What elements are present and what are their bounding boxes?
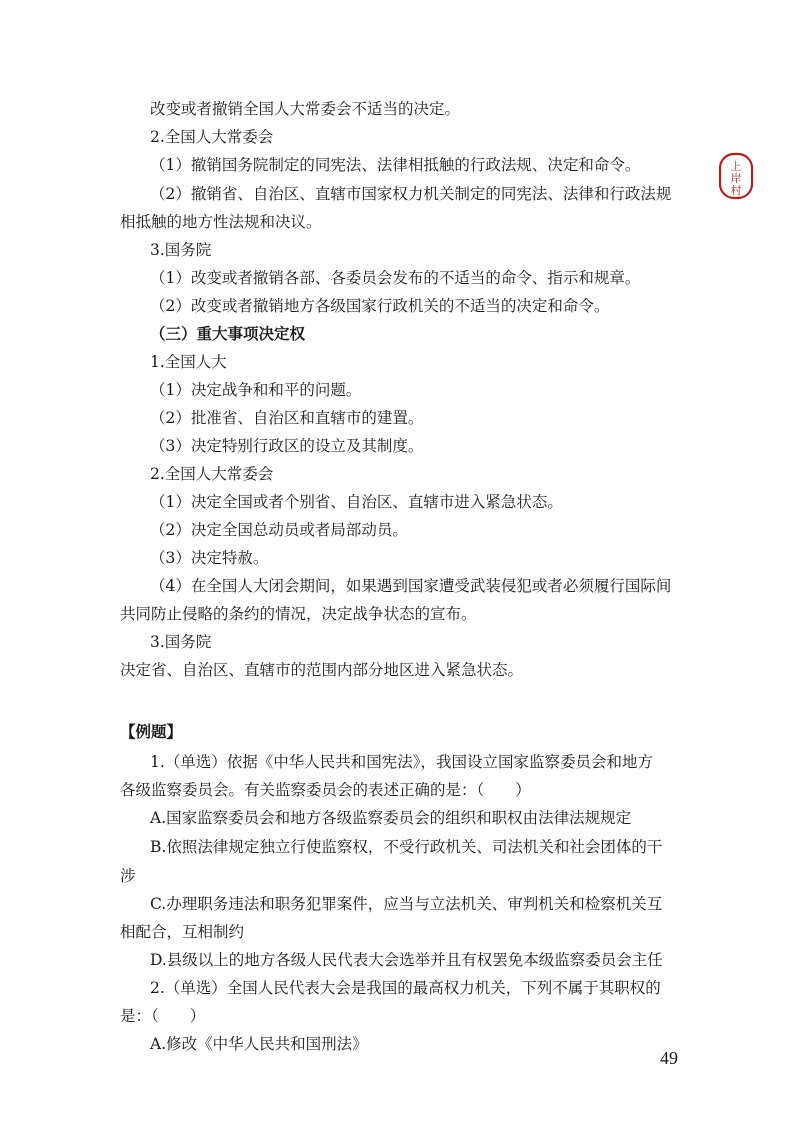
question-text: 是：（ ） <box>120 1007 206 1025</box>
stamp-seal <box>718 152 754 200</box>
body-line: 改变或者撤销全国人大常委会不适当的决定。 <box>150 100 461 118</box>
answer-option: 相配合，互相制约 <box>120 923 245 941</box>
body-line: 决定省、自治区、直辖市的范围内部分地区进入紧急状态。 <box>120 661 524 679</box>
body-line: 共同防止侵略的条约的情况，决定战争状态的宣布。 <box>120 605 477 623</box>
stamp-seal-icon <box>718 152 754 200</box>
question-text: 2.（单选）全国人民代表大会是我国的最高权力机关，下列不属于其职权的 <box>150 979 661 997</box>
question-text: 各级监察委员会。有关监察委员会的表述正确的是：（ ） <box>120 781 531 799</box>
section-heading: 2.全国人大常委会 <box>150 128 274 146</box>
answer-option: A.国家监察委员会和地方各级监察委员会的组织和职权由法律法规规定 <box>150 809 632 827</box>
body-line: 相抵触的地方性法规和决议。 <box>120 213 322 231</box>
page-number: 49 <box>660 1048 678 1068</box>
body-line: （2）撤销省、自治区、直辖市国家权力机关制定的同宪法、法律和行政法规 <box>150 185 672 203</box>
body-line: （1）改变或者撤销各部、各委员会发布的不适当的命令、指示和规章。 <box>150 269 641 287</box>
body-line: （2）决定全国总动员或者局部动员。 <box>150 521 408 539</box>
subsection-title: （三）重大事项决定权 <box>150 324 306 343</box>
section-heading: 2.全国人大常委会 <box>150 465 274 483</box>
body-line: （1）决定战争和和平的问题。 <box>150 381 362 399</box>
svg-text:上: 上 <box>730 160 742 173</box>
svg-text:村: 村 <box>730 184 742 197</box>
body-line: （3）决定特赦。 <box>150 549 269 567</box>
answer-option: C.办理职务违法和职务犯罪案件，应当与立法机关、审判机关和检察机关互 <box>150 895 663 913</box>
body-line: （4）在全国人大闭会期间，如果遇到国家遭受武装侵犯或者必须履行国际间 <box>150 577 672 595</box>
answer-option: 涉 <box>120 867 136 885</box>
section-heading: 3.国务院 <box>150 241 212 259</box>
example-heading: 【例题】 <box>120 722 183 741</box>
section-heading: 3.国务院 <box>150 633 212 651</box>
body-line: （2）改变或者撤销地方各级国家行政机关的不适当的决定和命令。 <box>150 297 610 315</box>
svg-text:岸: 岸 <box>730 172 742 185</box>
body-line: （3）决定特别行政区的设立及其制度。 <box>150 437 424 455</box>
body-line: （1）决定全国或者个别省、自治区、直辖市进入紧急状态。 <box>150 493 563 511</box>
body-line: （1）撤销国务院制定的同宪法、法律相抵触的行政法规、决定和命令。 <box>150 156 641 174</box>
question-text: 1.（单选）依据《中华人民共和国宪法》，我国设立国家监察委员会和地方 <box>150 753 654 771</box>
section-heading: 1.全国人大 <box>150 353 227 371</box>
body-line: （2）批准省、自治区和直辖市的建置。 <box>150 409 424 427</box>
answer-option: D.县级以上的地方各级人民代表大会选举并且有权罢免本级监察委员会主任 <box>150 951 663 969</box>
answer-option: B.依照法律规定独立行使监察权，不受行政机关、司法机关和社会团体的干 <box>150 838 663 856</box>
answer-option: A.修改《中华人民共和国刑法》 <box>150 1035 368 1053</box>
